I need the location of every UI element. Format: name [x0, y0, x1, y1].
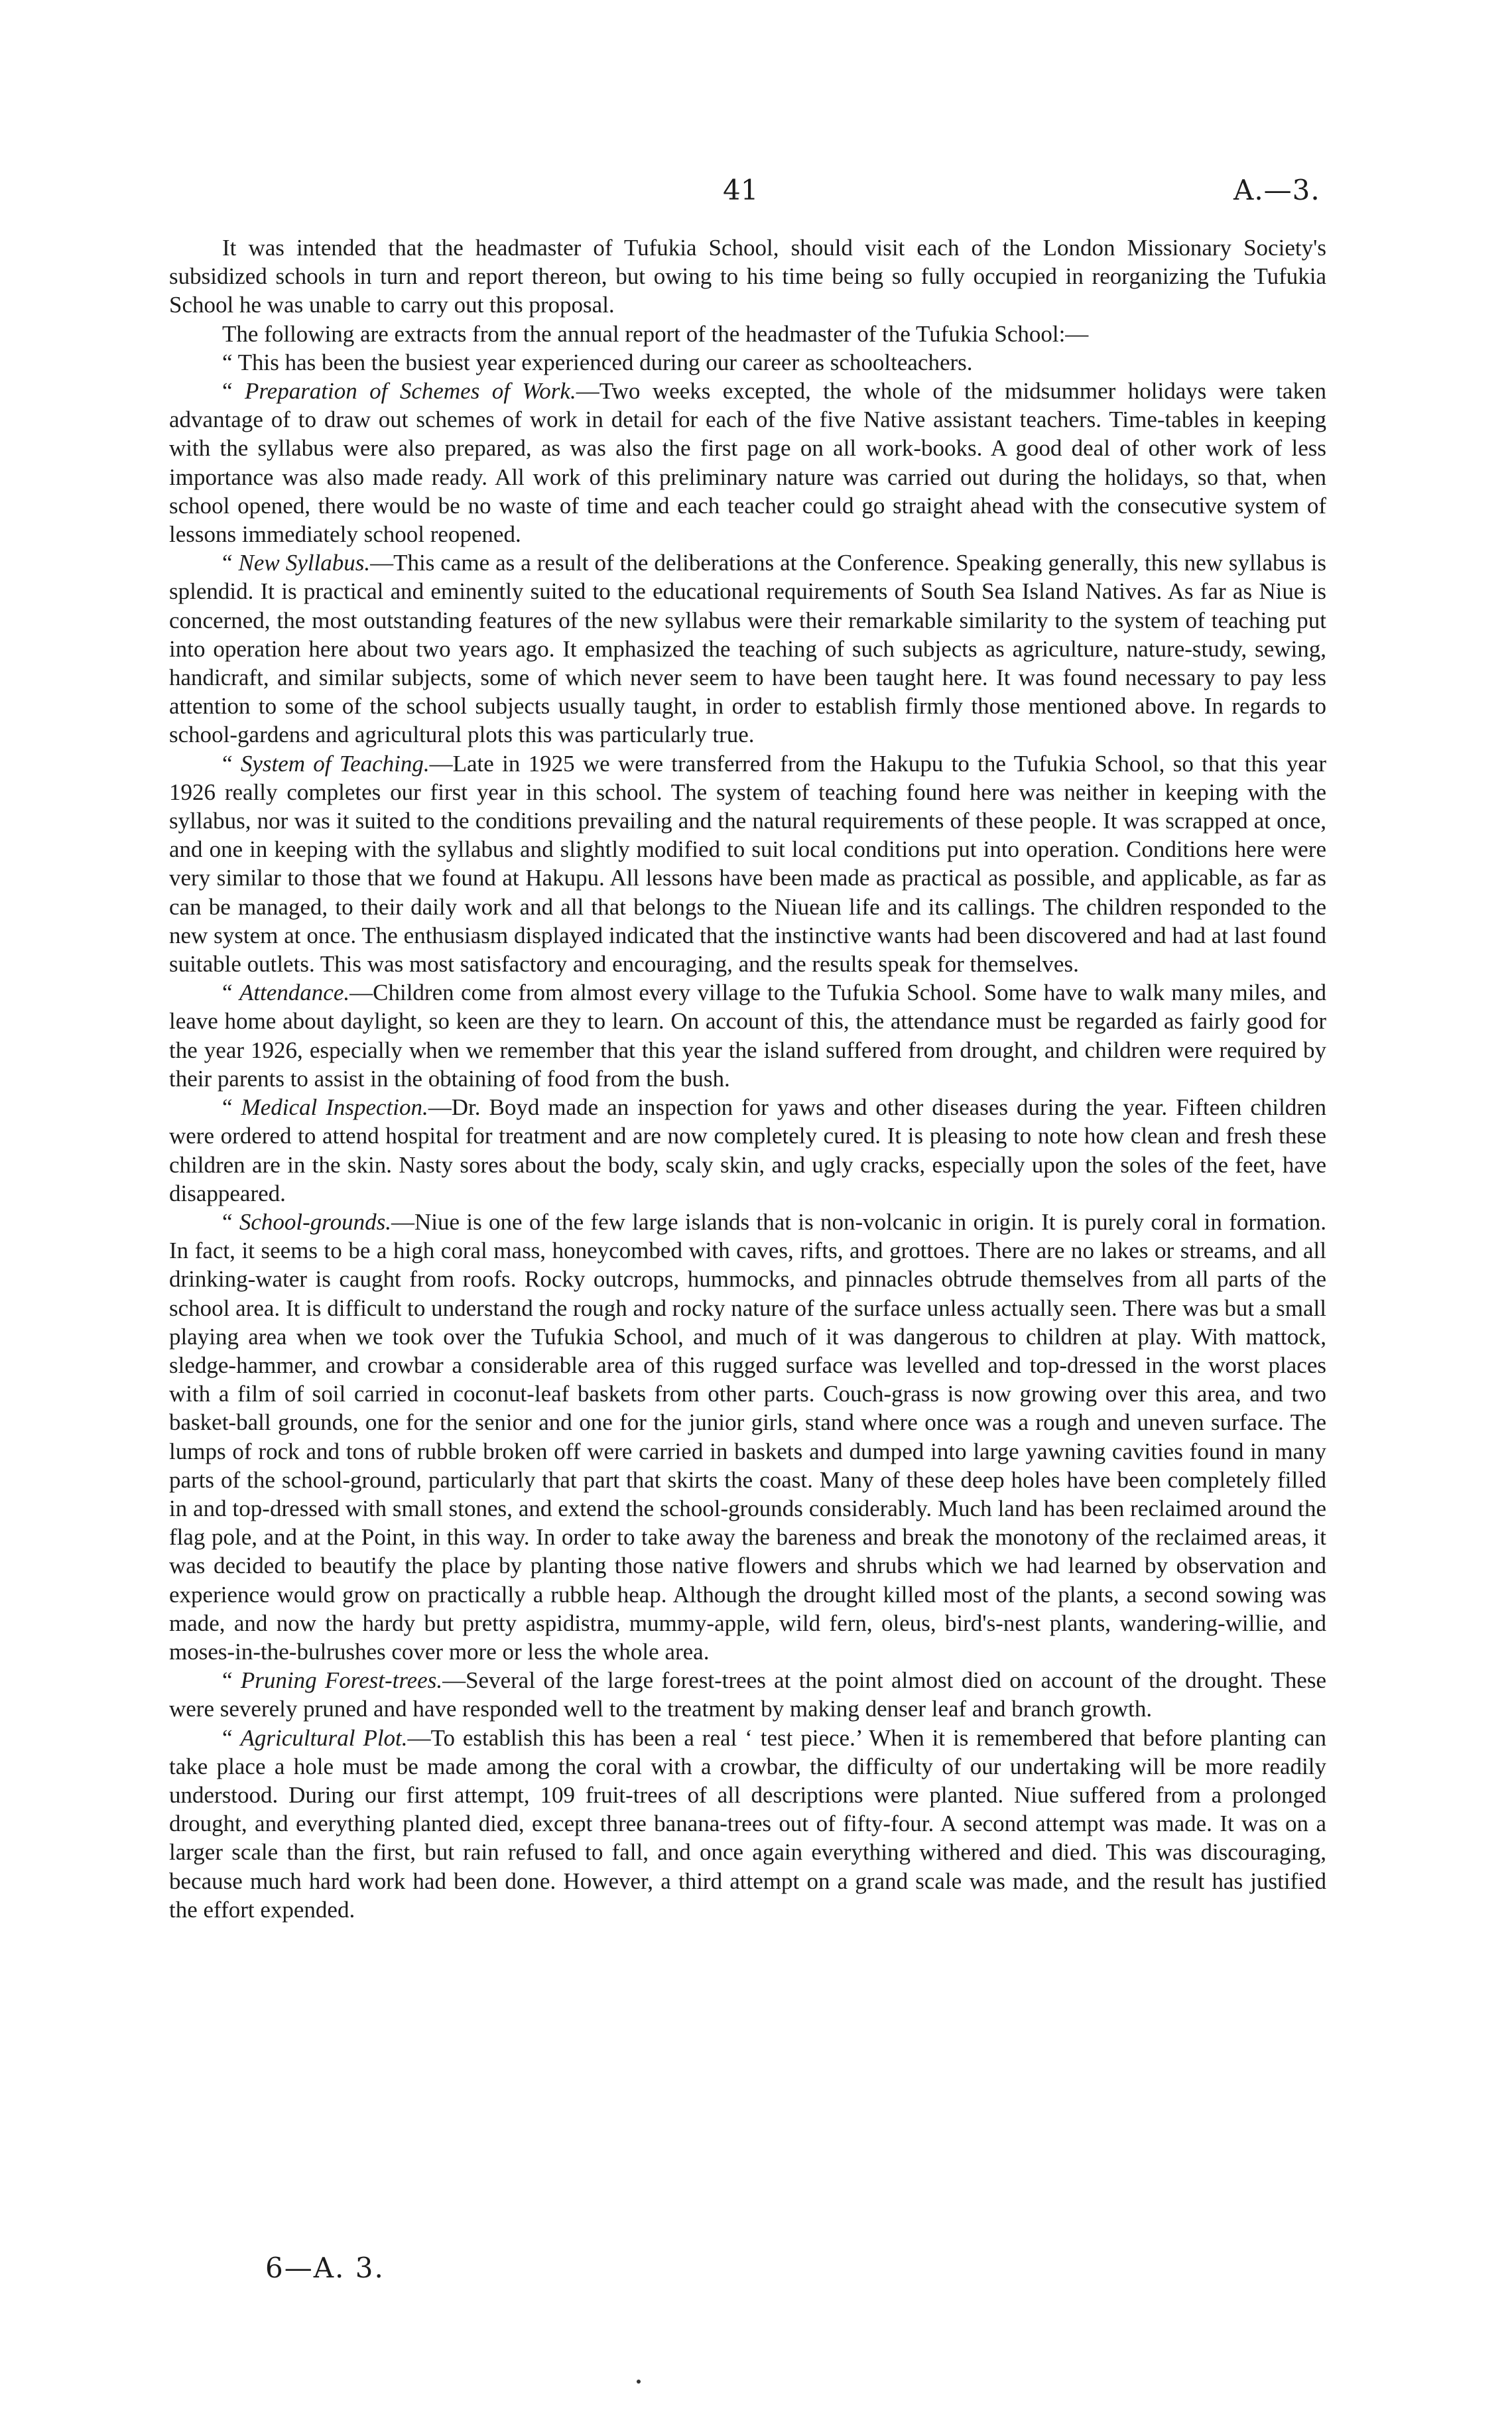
paragraph: “ School-grounds.—Niue is one of the few large islands that is non-volcanic in origin. It is purely coral in formation. In fact, it seems to be a high coral mass, honeycombed with caves, rifts, and grottoes. There are no lakes or streams, and all drinking-water is caught from roofs. Rocky outcrops, hummocks, and pinnacles obtrude themselves from all parts of the school area. It is difficult to understand the rough and rocky nature of the surface unless actually seen. There was but a small playing area when we took over the Tufukia School, and much of it was dangerous to children at play. With mattock, sledge-hammer, and crowbar a considerable area of this rugged surface was levelled and top-dressed in the worst places with a film of soil carried in coconut-leaf baskets from other parts. Couch-grass is now growing over this area, and two basket-ball grounds, one for the senior and one for the junior girls, stand where once was a rough and uneven surface. The lumps of rock and tons of rubble broken off were carried in baskets and dumped into large yawning cavities found in many parts of the school-ground, particularly that part that skirts the coast. Many of these deep holes have been completely filled in and top-dressed with small stones, and extend the school-grounds considerably. Much land has been reclaimed around the flag pole, and at the Point, in this way. In order to take away the bareness and break the monotony of the reclaimed areas, it was decided to beautify the place by planting those native flowers and shrubs which we had learned by observation and experience would grow on practically a rubble heap. Although the drought killed most of the plants, a second sowing was made, and now the hardy but pretty aspidistra, mummy-apple, wild fern, oleus, bird's-nest plants, wandering-willie, and moses-in-the-bulrushes cover more or less the whole area. [169, 1208, 1326, 1665]
document-code: A.—3. [1233, 174, 1320, 206]
footer-signature: 6—A. 3. [265, 2252, 385, 2284]
paragraph: “ Agricultural Plot.—To establish this has been a real ‘ test piece.’ When it is remembered that before planting can take place a hole must be made among the coral with a crowbar, the difficulty of our undertaking will be more readily understood. During our first attempt, 109 fruit-trees of all descriptions were planted. Niue suffered from a prolonged drought, and everything planted died, except three banana-trees out of fifty-four. A second attempt was made. It was on a larger scale than the first, but rain refused to fall, and once again everything withered and died. This was discouraging, because much hard work had been done. However, a third attempt on a grand scale was made, and the result has justified the effort expended. [169, 1724, 1327, 1923]
paragraph: It was intended that the headmaster of Tufukia School, should visit each of the London Missionary Society's subsidized schools in turn and report thereon, but owing to his time being so fully occupied in reorganizing the Tufukia School he was unable to carry out this proposal. [169, 235, 1326, 318]
paragraph: “ System of Teaching.—Late in 1925 we were transferred from the Hakupu to the Tufukia School, so that this year 1926 really completes our first year in this school. The system of teaching found here was neither in keeping with the syllabus, nor was it suited to the conditions prevailing and the natural requirements of these people. It was scrapped at once, and one in keeping with the syllabus and slightly modified to suit local conditions put into operation. Conditions here were very similar to those that we found at Hakupu. All lessons have been made as practical as possible, and applicable, as far as can be managed, to their daily work and all that belongs to the Niuean life and its callings. The children responded to the new system at once. The enthusiasm displayed indicated that the instinctive wants had been discovered and had at last found suitable outlets. This was most satisfactory and encouraging, and the results speak for themselves. [169, 750, 1326, 978]
section-heading: Medical Inspection. [241, 1094, 428, 1121]
section-heading: Agricultural Plot. [240, 1724, 408, 1751]
paragraph: “ Preparation of Schemes of Work.—Two weeks excepted, the whole of the midsummer holidays were taken advantage of to draw out schemes of work in detail for each of the five Native assistant teachers. Time-tables in keeping with the syllabus were also prepared, as was also the first page on all work-books. A good deal of other work of less importance was also made ready. All work of this preliminary nature was carried out during the holidays, so that, when school opened, there would be no waste of time and each teacher could go straight ahead with the consecutive system of lessons immediately school reopened. [169, 378, 1326, 548]
section-heading: Preparation of Schemes of Work. [244, 378, 576, 405]
paragraph: “ Attendance.—Children come from almost every village to the Tufukia School. Some have to walk many miles, and leave home about daylight, so keen are they to learn. On account of this, the attendance must be regarded as fairly good for the year 1926, especially when we remember that this year the island suffered from drought, and children were required by their parents to assist in the obtaining of food from the bush. [169, 980, 1326, 1092]
paragraph: “ This has been the busiest year experienced during our career as schoolteachers. [222, 349, 973, 375]
print-speck [637, 2380, 641, 2384]
section-heading: Attendance. [239, 980, 350, 1006]
paragraph: “ New Syllabus.—This came as a result of the deliberations at the Conference. Speaking generally, this new syllabus is splendid. It is practical and eminently suited to the educational requirements of South Sea Island Natives. As far as Niue is concerned, the most outstanding features of the new syllabus were their remarkable similarity to the system of teaching put into operation here about two years ago. It emphasized the teaching of such subjects as agriculture, nature-study, sewing, handicraft, and similar subjects, some of which never seem to have been taught here. It was found necessary to pay less attention to some of the school subjects usually taught, in order to establish firmly those mentioned above. In regards to school-gardens and agricultural plots this was particularly true. [169, 550, 1326, 748]
section-heading: System of Teaching. [240, 750, 430, 777]
paragraph: The following are extracts from the annual report of the headmaster of the Tufukia School:— [222, 320, 1089, 347]
report-body [169, 233, 1326, 1924]
section-heading: Pruning Forest-trees. [240, 1667, 443, 1694]
section-heading: School-grounds. [239, 1208, 391, 1235]
page-number: 41 [723, 174, 759, 206]
section-heading: New Syllabus. [238, 550, 371, 576]
paragraph: “ Medical Inspection.—Dr. Boyd made an inspection for yaws and other diseases during the year. Fifteen children were ordered to attend hospital for treatment and are now completely cured. It is pleasing to note how clean and fresh these children are in the skin. Nasty sores about the body, scaly skin, and ugly cracks, especially upon the soles of the feet, have disappeared. [169, 1094, 1326, 1206]
paragraph: “ Pruning Forest-trees.—Several of the large forest-trees at the point almost died on account of the drought. These were severely pruned and have responded well to the treatment by making denser leaf and branch growth. [169, 1667, 1326, 1722]
